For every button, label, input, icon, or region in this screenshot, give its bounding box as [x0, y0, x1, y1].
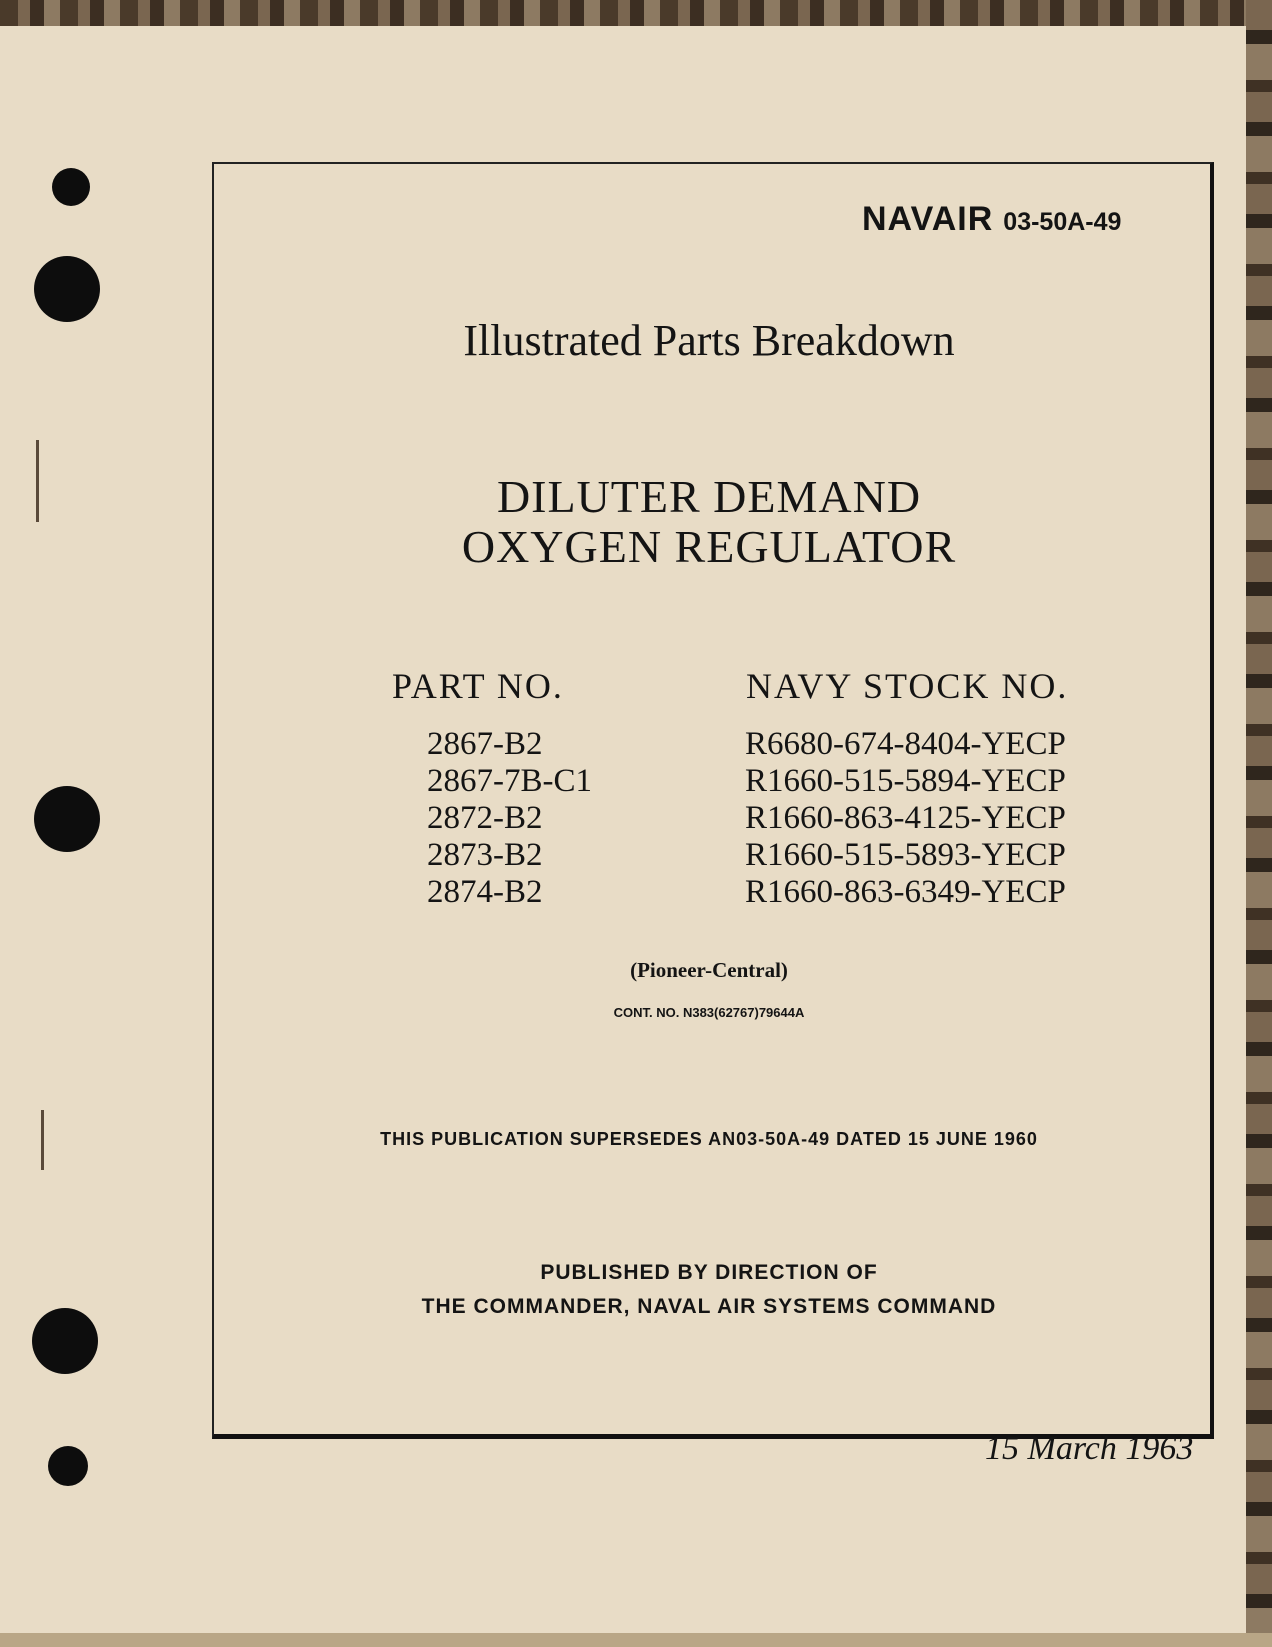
part-number: 2867-7B-C1 — [427, 763, 592, 799]
stock-number: R6680-674-8404-YECP — [745, 726, 1066, 762]
document-title-line-1: DILUTER DEMAND — [496, 471, 922, 522]
binder-hole-icon — [34, 786, 100, 852]
stock-number: R1660-863-4125-YECP — [745, 800, 1066, 836]
part-no-header: PART NO. — [392, 666, 564, 706]
published-by-line-1: PUBLISHED BY DIRECTION OF — [540, 1261, 878, 1284]
published-by-line-2: THE COMMANDER, NAVAL AIR SYSTEMS COMMAND — [421, 1295, 997, 1318]
stock-number: R1660-863-6349-YECP — [745, 874, 1066, 910]
publication-word: NAVAIR — [862, 200, 994, 238]
publication-number: 03-50A-49 — [1003, 208, 1122, 236]
publication-id — [862, 200, 1121, 239]
part-number: 2867-B2 — [427, 726, 543, 762]
stock-number: R1660-515-5894-YECP — [745, 763, 1066, 799]
binder-hole-icon — [34, 256, 100, 322]
manufacturer: (Pioneer-Central) — [630, 958, 788, 982]
supersedes-notice: THIS PUBLICATION SUPERSEDES AN03-50A-49 DATED 15 JUNE 1960 — [380, 1129, 1038, 1149]
document-subtitle: Illustrated Parts Breakdown — [463, 316, 955, 365]
part-number: 2872-B2 — [427, 800, 543, 836]
publication-date: 15 March 1963 — [985, 1430, 1194, 1467]
stock-no-header: NAVY STOCK NO. — [746, 666, 1069, 706]
part-number: 2873-B2 — [427, 837, 543, 873]
bottom-edge — [0, 1633, 1272, 1647]
worn-top-edge — [0, 0, 1272, 26]
binder-hole-icon — [48, 1446, 88, 1486]
contract-number: CONT. NO. N383(62767)79644A — [613, 1005, 805, 1020]
part-number: 2874-B2 — [427, 874, 543, 910]
document-title-line-2: OXYGEN REGULATOR — [461, 521, 957, 572]
worn-right-edge — [1246, 0, 1272, 1647]
binder-hole-icon — [52, 168, 90, 206]
stock-number: R1660-515-5893-YECP — [745, 837, 1066, 873]
